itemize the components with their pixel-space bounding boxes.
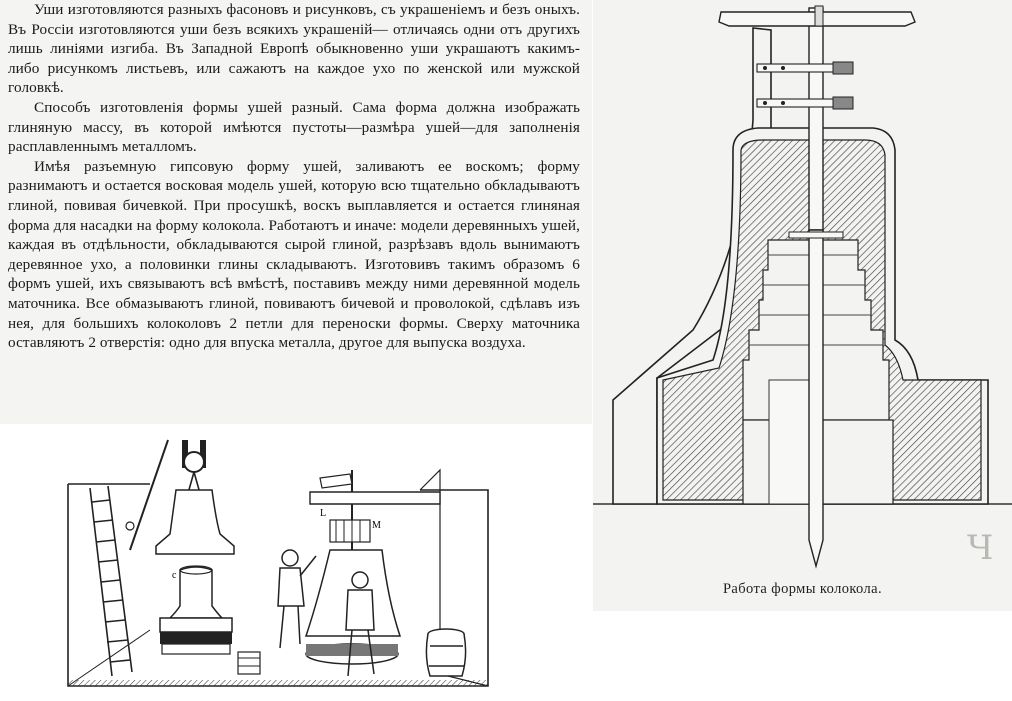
foundry-scene-figure — [0, 430, 592, 701]
ladder — [90, 486, 132, 676]
paragraph-3: Имѣя разъемную гипсовую форму ушей, заливаютъ ее воскомъ; форму разнимаютъ и остается восковая модель ушей, которую всю тщательно обкладываютъ глиной, повивая бичевкой. При просушкѣ, воскъ выплавляется и остается глиняная форма для насадки на форму колокола. Работаютъ и иначе: модели деревянныхъ ушей, каждая въ отдѣльности, обкладываются сырой глиной, разрѣзавъ вдоль вынимаютъ деревянное ухо, а половинки глины складываютъ. Изготовивъ такимъ образомъ 6 формъ ушей, ихъ связываютъ всѣ вмѣстѣ, поставивъ между ними деревянной модель маточника. Все обмазываютъ глиной, повиваютъ бичевой и проволокой, сдѣлавъ изъ нея, для большихъ колоколовъ 2 петли для переноски формы. Сверху маточника оставляютъ 2 отверстія: одно для впуска металла, другое для выпуска воздуха. — [8, 157, 580, 352]
arm-upper — [757, 64, 837, 72]
arm-lower — [757, 99, 837, 107]
barrel — [426, 629, 465, 676]
bell-mould-figure — [593, 0, 1012, 611]
spindle-upper — [809, 8, 823, 230]
label-l: L — [320, 508, 327, 519]
figure-caption: Работа формы колокола. — [722, 581, 883, 597]
text-block — [0, 0, 592, 424]
bell-mould-drawing — [593, 0, 1012, 611]
hanging-bell — [156, 490, 234, 554]
paragraph-1: Уши изготовляются разныхъ фасоновъ и рисунковъ, съ украшеніемъ и безъ оныхъ. Въ Россіи изготовляются уши безъ всякихъ украшеній— отличаясь одни отъ другихъ лишь линіями изгиба. Въ Западной Европѣ обыкновенно уши украшаютъ какимъ-либо рисункомъ листьевъ, или сажаютъ на каждое ухо по женской или мужской головкѣ. — [8, 1, 580, 97]
bell-core — [170, 567, 222, 618]
core-brick — [769, 380, 811, 504]
spindle-lower — [809, 230, 823, 566]
label-m: M — [372, 520, 381, 531]
foundry-scene-drawing — [0, 430, 592, 701]
page-mark: Ч — [967, 528, 994, 568]
label-c: c — [172, 570, 177, 581]
paragraph-2: Способъ изготовленія формы ушей разный. Сама форма должна изображать глиняную массу, въ которой имѣются пустоты—размѣра ушей—для заполненія расплавленнымъ металломъ. — [8, 98, 580, 156]
